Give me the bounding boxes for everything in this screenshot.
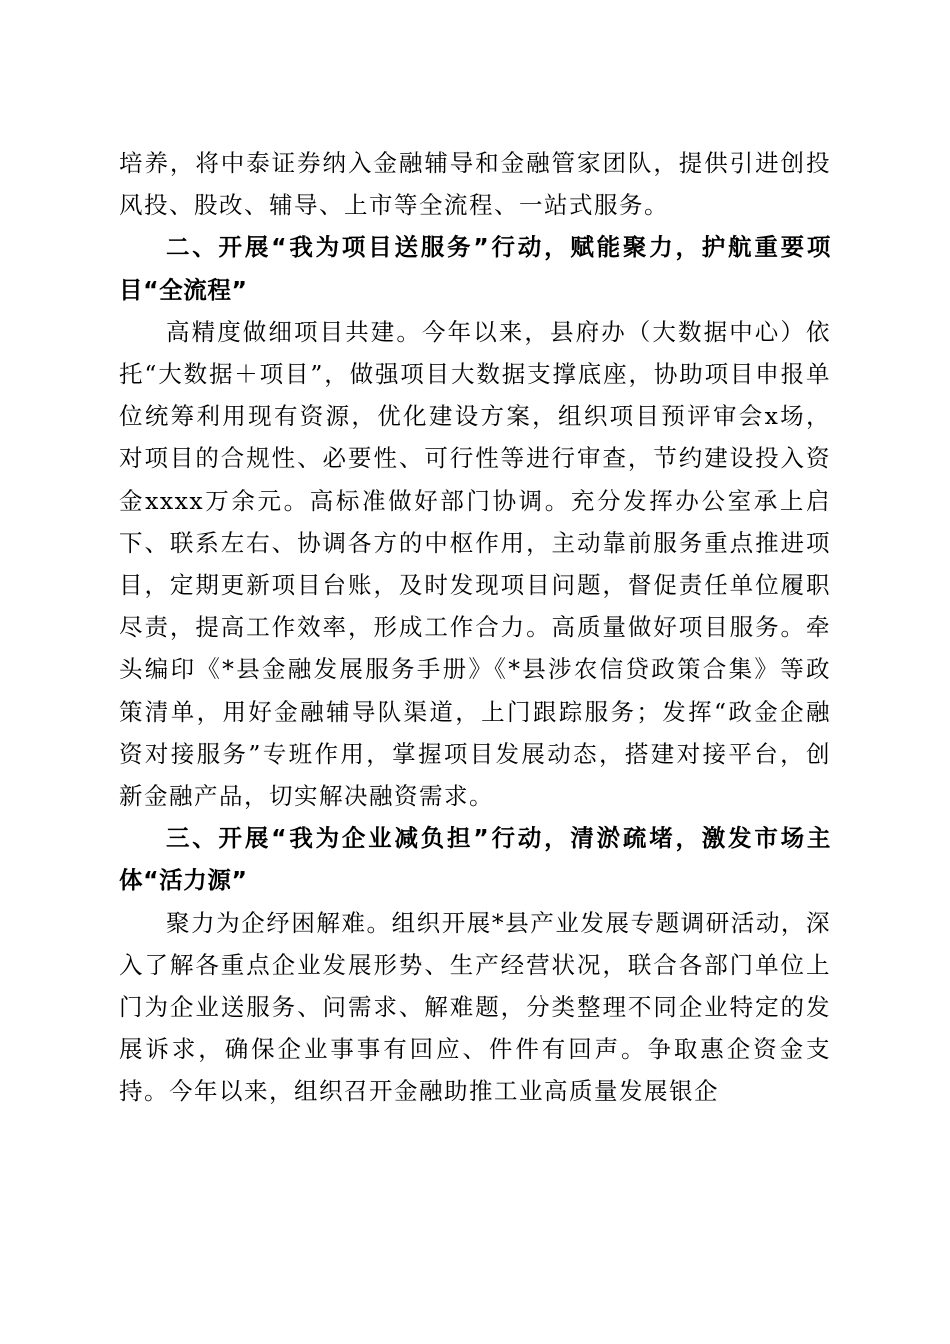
section-heading-two: 二、开展“我为项目送服务”行动，赋能聚力，护航重要项目“全流程” bbox=[119, 233, 831, 304]
paragraph-continuation: 培养，将中泰证券纳入金融辅导和金融管家团队，提供引进创投风投、股改、辅导、上市等全流程、一站式服务。 bbox=[119, 149, 831, 220]
paragraph-enterprise-relief: 聚力为企纾困解难。组织开展*县产业发展专题调研活动，深入了解各重点企业发展形势、生产经营状况，联合各部门单位上门为企业送服务、问需求、解难题，分类整理不同企业特定的发展诉求，确保企业事事有回应、件件有回声。争取惠企资金支持。今年以来，组织召开金融助推工业高质量发展银企 bbox=[119, 908, 831, 1106]
section-heading-three: 三、开展“我为企业减负担”行动，清淤疏堵，激发市场主体“活力源” bbox=[119, 824, 831, 895]
paragraph-project-services: 高精度做细项目共建。今年以来，县府办（大数据中心）依托“大数据＋项目”，做强项目大数据支撑底座，协助项目申报单位统筹利用现有资源，优化建设方案，组织项目预评审会x场，对项目的合规性、必要性、可行性等进行审查，节约建设投入资金xxxx万余元。高标准做好部门协调。充分发挥办公室承上启下、联系左右、协调各方的中枢作用，主动靠前服务重点推进项目，定期更新项目台账，及时发现项目问题，督促责任单位履职尽责，提高工作效率，形成工作合力。高质量做好项目服务。牵头编印《*县金融发展服务手册》《*县涉农信贷政策合集》等政策清单，用好金融辅导队渠道，上门跟踪服务；发挥“政金企融资对接服务”专班作用，掌握项目发展动态，搭建对接平台，创新金融产品，切实解决融资需求。 bbox=[119, 317, 831, 811]
document-body bbox=[119, 142, 831, 1113]
